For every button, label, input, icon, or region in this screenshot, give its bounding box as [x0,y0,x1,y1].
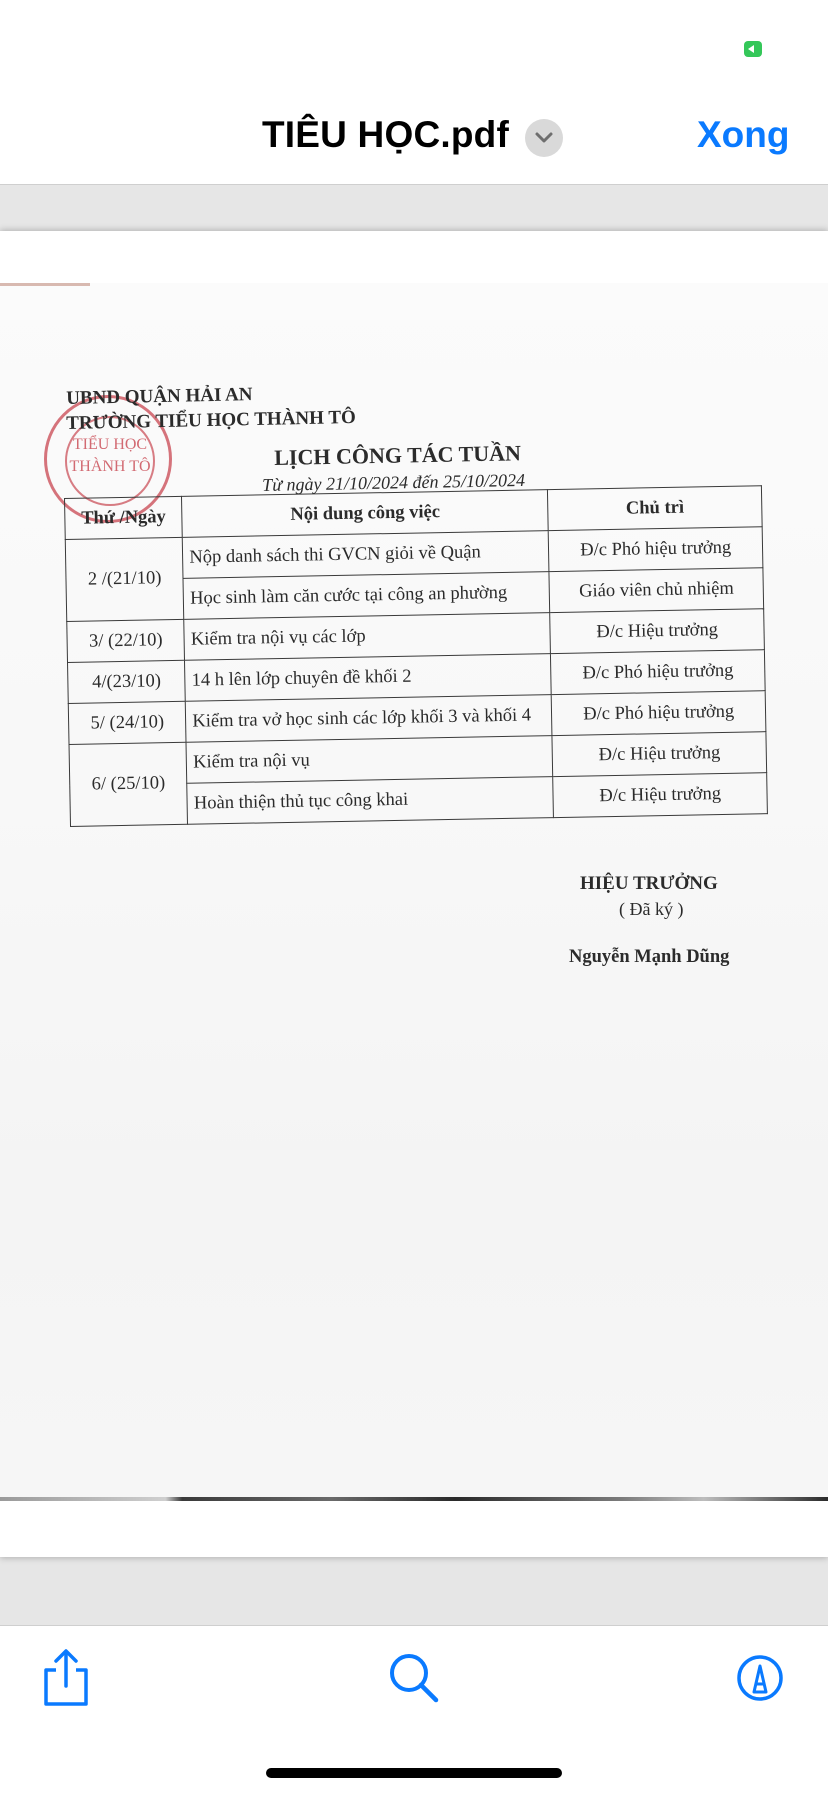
markup-icon [730,1648,790,1708]
markup-button[interactable] [730,1648,790,1708]
chair-cell: Giáo viên chủ nhiệm [549,568,763,613]
status-bar [0,0,828,100]
chevron-down-icon [534,129,554,147]
chair-cell: Đ/c Phó hiệu trưởng [549,527,763,572]
schedule-title: LỊCH CÔNG TÁC TUẦN [274,440,522,470]
pdf-page [0,231,828,1557]
schedule-date-range: Từ ngày 21/10/2024 đến 25/10/2024 [262,469,526,495]
task-cell: Kiểm tra nội vụ [186,736,553,784]
chair-cell: Đ/c Hiệu trưởng [553,773,767,818]
schedule-table-wrapper [64,485,768,827]
stamp-text-line2: THÀNH TÔ [69,458,151,475]
stamp-text-line1: TIỂU HỌC [72,436,148,453]
day-cell: 3/ (22/10) [67,619,185,662]
battery-icon [744,41,762,57]
search-icon [384,1648,444,1708]
column-header: Nội dung công việc [182,490,549,538]
chair-cell: Đ/c Phó hiệu trưởng [551,650,765,695]
pdf-viewer[interactable] [0,185,828,1625]
signed-note: ( Đã ký ) [619,899,684,919]
column-header: Chủ trì [548,486,762,531]
scanned-document [0,283,828,1501]
day-cell: 2 /(21/10) [65,537,184,621]
signer-name: Nguyễn Mạnh Dũng [569,947,730,967]
share-arrow-icon [36,1648,96,1708]
nav-header [0,100,828,185]
document-title[interactable]: TIÊU HỌC.pdf [262,114,509,155]
photo-edge [0,283,90,286]
home-indicator [266,1768,562,1778]
org-name-line2: TRƯỜNG TIỂU HỌC THÀNH TÔ [66,406,357,434]
search-button[interactable] [384,1648,444,1708]
task-cell: Kiểm tra nội vụ các lớp [184,613,551,661]
task-cell: Học sinh làm căn cước tại công an phường [183,572,550,620]
day-cell: 6/ (25/10) [69,742,188,826]
signer-title: HIỆU TRƯỞNG [580,873,718,894]
task-cell: Kiểm tra vở học sinh các lớp khối 3 và khối 4 [186,695,553,743]
title-menu-button[interactable] [525,119,563,157]
photo-edge [0,1497,828,1501]
task-cell: Hoàn thiện thủ tục công khai [187,777,554,825]
task-cell: 14 h lên lớp chuyên đề khối 2 [185,654,552,702]
share-button[interactable] [36,1648,96,1708]
bottom-toolbar [0,1625,828,1793]
chair-cell: Đ/c Phó hiệu trưởng [552,691,766,736]
column-header: Thứ /Ngày [65,496,183,539]
task-cell: Nộp danh sách thi GVCN giỏi về Quận [183,531,550,579]
done-button[interactable]: Xong [697,114,790,155]
chair-cell: Đ/c Hiệu trưởng [550,609,764,654]
day-cell: 5/ (24/10) [68,701,186,744]
day-cell: 4/(23/10) [68,660,186,703]
org-name-line1: UBND QUẬN HẢI AN [66,384,253,409]
chair-cell: Đ/c Hiệu trưởng [552,732,766,777]
schedule-table [64,485,768,827]
